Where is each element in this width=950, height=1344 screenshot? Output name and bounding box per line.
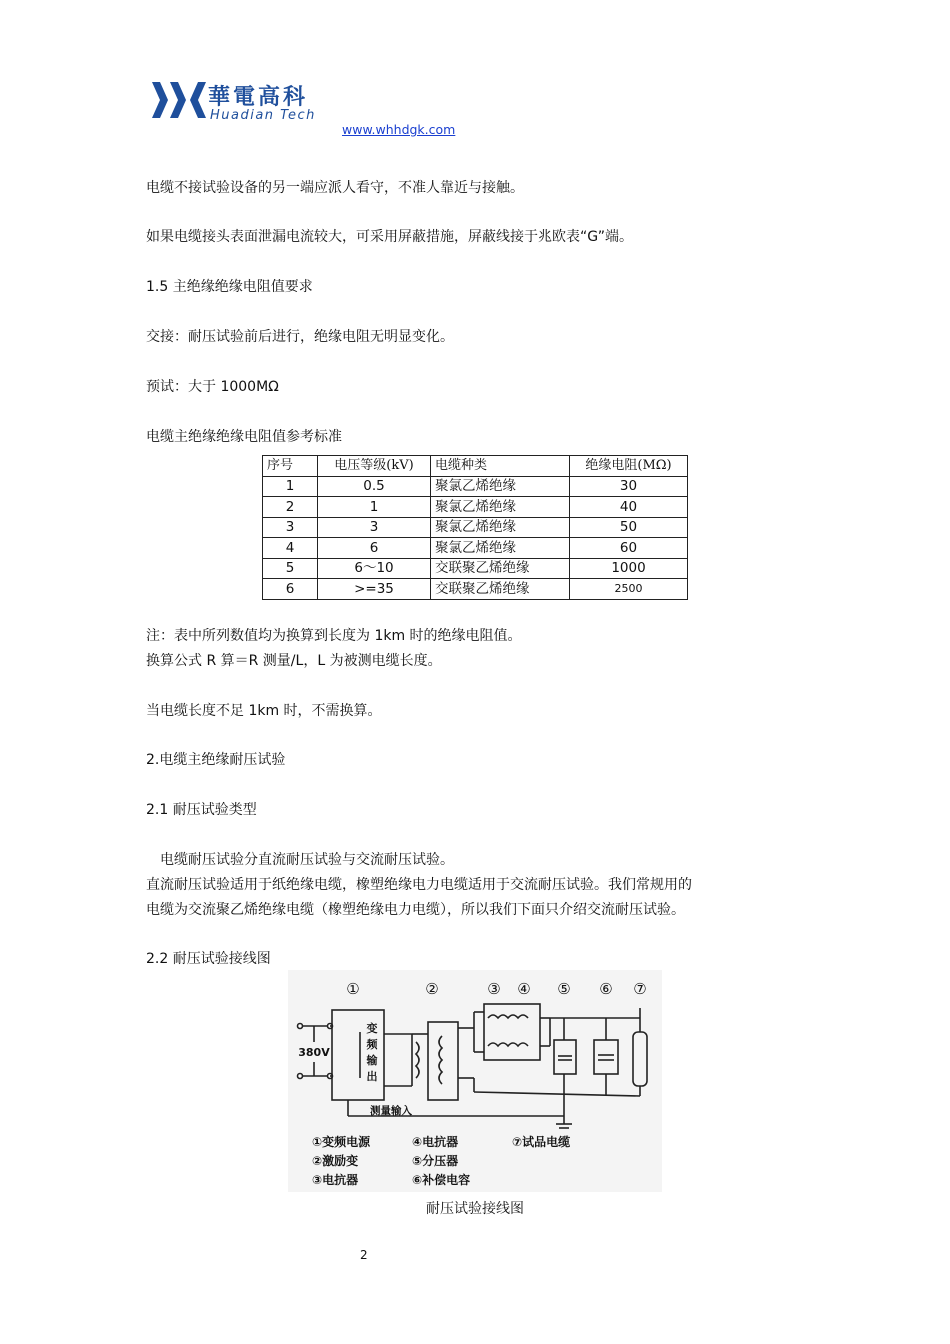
table-cell: 交联聚乙烯绝缘 bbox=[431, 558, 570, 579]
diagram-number: ① bbox=[346, 980, 360, 998]
diagram-number: ⑦ bbox=[633, 980, 647, 998]
page-number: 2 bbox=[360, 1248, 368, 1262]
table-cell: 60 bbox=[570, 538, 688, 559]
paragraph: 交接：耐压试验前后进行，绝缘电阻无明显变化。 bbox=[146, 329, 454, 345]
table-cell: >=35 bbox=[318, 579, 431, 600]
table-cell: 5 bbox=[263, 558, 318, 579]
voltage-label: 380V bbox=[298, 1046, 330, 1059]
table-header-row bbox=[263, 456, 688, 477]
legend-item: ②激励变 bbox=[312, 1154, 359, 1168]
table-title: 电缆主绝缘绝缘电阻值参考标准 bbox=[146, 429, 342, 445]
table-cell: 1 bbox=[318, 497, 431, 518]
insulation-resistance-table bbox=[262, 455, 688, 600]
table-row bbox=[263, 558, 688, 579]
wiring-diagram bbox=[288, 970, 662, 1192]
measure-input-label: 测量输入 bbox=[370, 1105, 412, 1117]
section-heading: 1.5 主绝缘绝缘电阻值要求 bbox=[146, 279, 313, 295]
section-heading: 2.1 耐压试验类型 bbox=[146, 802, 257, 818]
paragraph: 电缆为交流聚乙烯绝缘电缆（橡塑绝缘电力电缆），所以我们下面只介绍交流耐压试验。 bbox=[146, 902, 685, 918]
table-header-cell: 绝缘电阻(MΩ) bbox=[570, 456, 688, 477]
diagram-number: ② bbox=[425, 980, 439, 998]
logo-chinese-text: 華電高科 bbox=[208, 84, 309, 110]
note-text: 换算公式 R 算＝R 测量/L，L 为被测电缆长度。 bbox=[146, 653, 442, 669]
table-cell: 聚氯乙烯绝缘 bbox=[431, 517, 570, 538]
table-cell: 0.5 bbox=[318, 476, 431, 497]
table-cell: 30 bbox=[570, 476, 688, 497]
company-logo bbox=[150, 78, 340, 128]
table-cell: 3 bbox=[318, 517, 431, 538]
legend-item: ④电抗器 bbox=[412, 1135, 459, 1149]
legend-item: ③电抗器 bbox=[312, 1173, 359, 1187]
diagram-number: ⑥ bbox=[599, 980, 613, 998]
table-cell: 2 bbox=[263, 497, 318, 518]
diagram-number: ③ bbox=[487, 980, 501, 998]
diagram-number: ⑤ bbox=[557, 980, 571, 998]
legend-item: ⑥补偿电容 bbox=[412, 1173, 471, 1187]
table-cell: 聚氯乙烯绝缘 bbox=[431, 497, 570, 518]
table-cell: 1 bbox=[263, 476, 318, 497]
table-row bbox=[263, 497, 688, 518]
logo-english-text: Huadian Tech bbox=[210, 108, 316, 123]
box-label-char: 频 bbox=[366, 1038, 378, 1051]
table-cell: 4 bbox=[263, 538, 318, 559]
table-header-cell: 序号 bbox=[263, 456, 318, 477]
table-row bbox=[263, 517, 688, 538]
wiring-diagram-svg bbox=[288, 970, 662, 1192]
table-row bbox=[263, 538, 688, 559]
table-cell: 6 bbox=[318, 538, 431, 559]
section-heading: 2.2 耐压试验接线图 bbox=[146, 951, 271, 967]
website-link[interactable]: www.whhdgk.com bbox=[342, 122, 456, 137]
table-header-cell: 电压等级(kV) bbox=[318, 456, 431, 477]
section-heading: 2.电缆主绝缘耐压试验 bbox=[146, 752, 286, 768]
table-cell: 6～10 bbox=[318, 558, 431, 579]
table-cell: 聚氯乙烯绝缘 bbox=[431, 538, 570, 559]
legend-item: ⑤分压器 bbox=[412, 1154, 459, 1168]
table-row bbox=[263, 579, 688, 600]
legend-item: ①变频电源 bbox=[312, 1135, 371, 1149]
table-cell: 2500 bbox=[570, 579, 688, 600]
table-header-cell: 电缆种类 bbox=[431, 456, 570, 477]
paragraph: 电缆耐压试验分直流耐压试验与交流耐压试验。 bbox=[160, 852, 454, 868]
table-cell: 1000 bbox=[570, 558, 688, 579]
paragraph: 电缆不接试验设备的另一端应派人看守，不准人靠近与接触。 bbox=[146, 180, 524, 196]
logo-mark-icon bbox=[150, 78, 208, 124]
paragraph: 当电缆长度不足 1km 时，不需换算。 bbox=[146, 703, 382, 719]
table-cell: 40 bbox=[570, 497, 688, 518]
table-cell: 3 bbox=[263, 517, 318, 538]
table-cell: 聚氯乙烯绝缘 bbox=[431, 476, 570, 497]
paragraph: 如果电缆接头表面泄漏电流较大，可采用屏蔽措施，屏蔽线接于兆欧表“G”端。 bbox=[146, 229, 634, 245]
table-cell: 交联聚乙烯绝缘 bbox=[431, 579, 570, 600]
diagram-number: ④ bbox=[517, 980, 531, 998]
note-text: 注：表中所列数值均为换算到长度为 1km 时的绝缘电阻值。 bbox=[146, 628, 522, 644]
table-row bbox=[263, 476, 688, 497]
figure-caption: 耐压试验接线图 bbox=[426, 1201, 524, 1217]
legend-item: ⑦试品电缆 bbox=[512, 1135, 571, 1149]
table-cell: 50 bbox=[570, 517, 688, 538]
box-label-char: 输 bbox=[366, 1054, 378, 1067]
box-label-char: 出 bbox=[366, 1070, 378, 1083]
box-label-char: 变 bbox=[366, 1022, 378, 1035]
table-cell: 6 bbox=[263, 579, 318, 600]
paragraph: 直流耐压试验适用于纸绝缘电缆，橡塑绝缘电力电缆适用于交流耐压试验。我们常规用的 bbox=[146, 877, 692, 893]
paragraph: 预试：大于 1000MΩ bbox=[146, 379, 279, 395]
